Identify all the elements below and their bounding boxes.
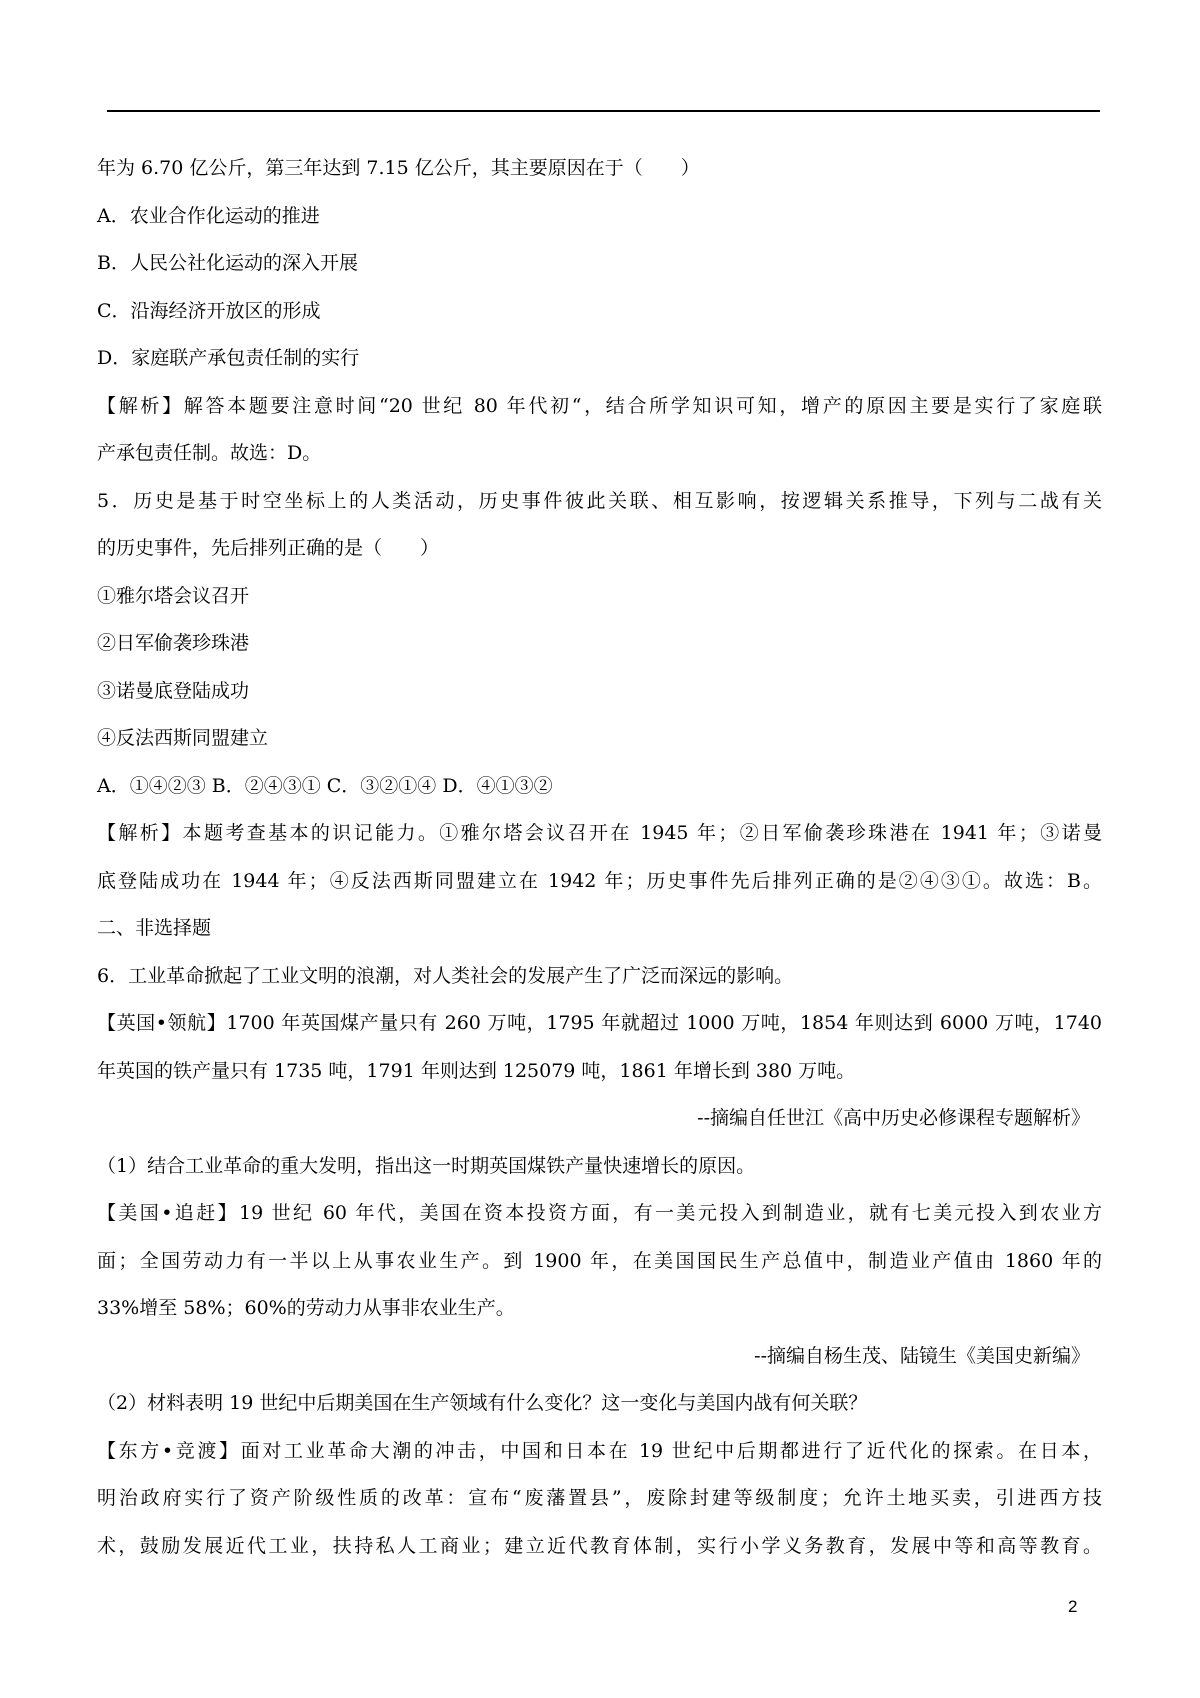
text-line: 【解析】解答本题要注意时间“20 世纪 80 年代初“，结合所学知识可知，增产的原因主要是实行了家庭联 <box>97 394 1102 417</box>
text-line: 面；全国劳动力有一半以上从事农业生产。到 1900 年，在美国国民生产总值中，制造业产值由 1860 年的 <box>97 1249 1102 1272</box>
text-line: C．沿海经济开放区的形成 <box>97 299 321 322</box>
text-line: （2）材料表明 19 世纪中后期美国在生产领域有什么变化？这一变化与美国内战有何关联？ <box>97 1392 868 1414</box>
page-number: 2 <box>1068 1597 1078 1616</box>
text-line: 年为 6.70 亿公斤，第三年达到 7.15 亿公斤，其主要原因在于（ ） <box>97 157 700 179</box>
text-line: ④反法西斯同盟建立 <box>97 727 269 749</box>
text-line: 5．历史是基于时空坐标上的人类活动，历史事件彼此关联、相互影响，按逻辑关系推导，下列与二战有关 <box>97 489 1102 512</box>
text-line: A．农业合作化运动的推进 <box>97 204 320 227</box>
text-line: ②日军偷袭珍珠港 <box>97 632 250 654</box>
text-line: （1）结合工业革命的重大发明，指出这一时期英国煤铁产量快速增长的原因。 <box>97 1154 756 1177</box>
text-line: 的历史事件，先后排列正确的是（ ） <box>97 537 440 559</box>
text-line: 【美国•追赶】19 世纪 60 年代，美国在资本投资方面，有一美元投入到制造业，就有七美元投入到农业方 <box>97 1202 1102 1224</box>
text-line: 6．工业革命掀起了工业文明的浪潮，对人类社会的发展产生了广泛而深远的影响。 <box>97 964 794 987</box>
text-line: B．人民公社化运动的深入开展 <box>97 252 358 274</box>
text-line: 33%增至 58%；60%的劳动力从事非农业生产。 <box>97 1297 515 1319</box>
header-rule <box>107 110 1100 112</box>
text-line: 【解析】本题考查基本的识记能力。①雅尔塔会议召开在 1945 年；②日军偷袭珍珠港在 1941 年；③诺曼 <box>97 822 1102 844</box>
text-line: A．①④②③ B．②④③① C．③②①④ D．④①③② <box>97 774 553 797</box>
text-line: ③诺曼底登陆成功 <box>97 679 250 702</box>
text-line: 二、非选择题 <box>97 917 212 939</box>
text-line: 【东方•竞渡】面对工业革命大潮的冲击，中国和日本在 19 世纪中后期都进行了近代化的探索。在日本， <box>97 1439 1102 1462</box>
text-line: 年英国的铁产量只有 1735 吨，1791 年则达到 125079 吨，1861 年增长到 380 万吨。 <box>97 1059 856 1082</box>
text-line: D．家庭联产承包责任制的实行 <box>97 347 360 369</box>
text-line: 底登陆成功在 1944 年；④反法西斯同盟建立在 1942 年；历史事件先后排列正确的是②④③①。故选：B。 <box>97 869 1102 892</box>
document-body <box>97 145 1102 1570</box>
text-line: 【英国•领航】1700 年英国煤产量只有 260 万吨，1795 年就超过 1000 万吨，1854 年则达到 6000 万吨，1740 <box>97 1012 1102 1034</box>
source-citation: --摘编自杨生茂、陆镜生《美国史新编》 <box>754 1344 1090 1367</box>
text-line: 产承包责任制。故选：D。 <box>97 442 322 464</box>
text-line: ①雅尔塔会议召开 <box>97 584 250 607</box>
text-line: 术，鼓励发展近代工业，扶持私人工商业；建立近代教育体制，实行小学义务教育，发展中等和高等教育。 <box>97 1534 1102 1557</box>
source-citation: --摘编自任世江《高中历史必修课程专题解析》 <box>697 1107 1090 1129</box>
text-line: 明治政府实行了资产阶级性质的改革：宣布“废藩置县”，废除封建等级制度；允许土地买卖，引进西方技 <box>97 1487 1102 1509</box>
